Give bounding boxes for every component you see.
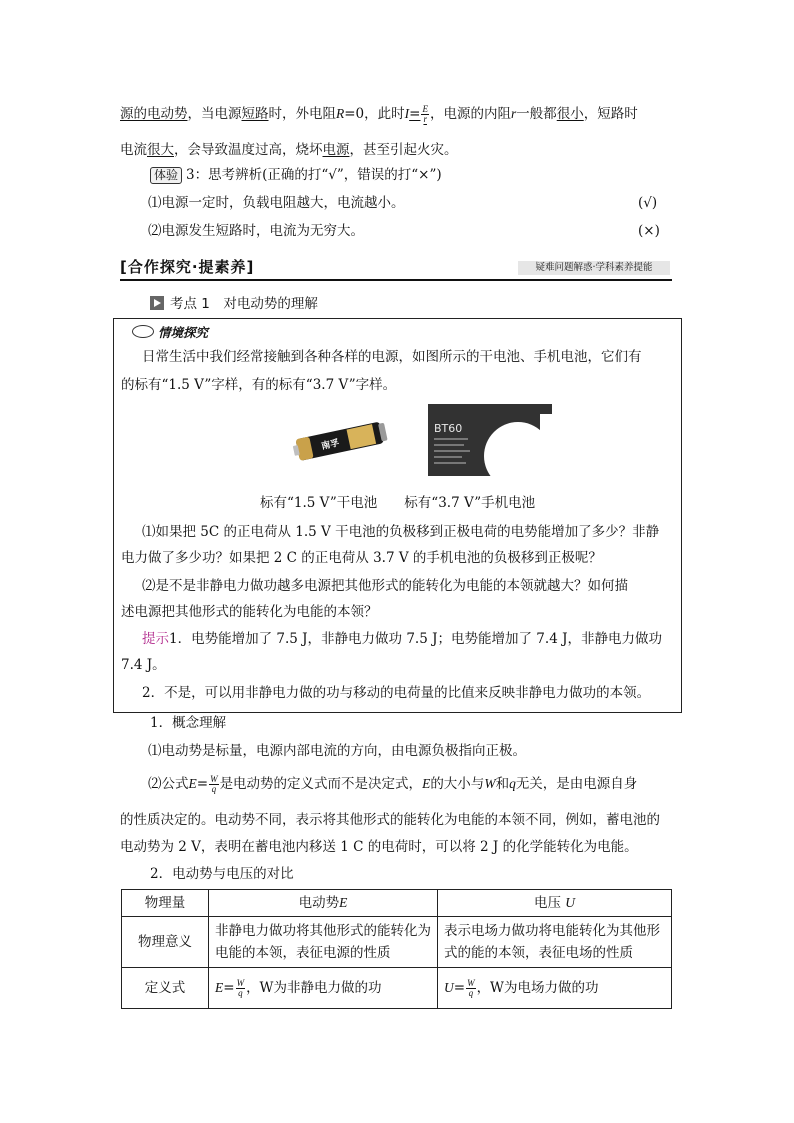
play-icon [150, 296, 164, 310]
underlined-term: 很小 [556, 106, 584, 122]
math-eq: = [453, 980, 466, 996]
fraction [209, 775, 219, 794]
underlined-term: 电源 [322, 142, 350, 158]
math-var: U [565, 895, 576, 910]
section-title: [合作探究·提素养] [120, 258, 255, 276]
fraction-denominator: q [211, 784, 217, 794]
kaodian-text: 考点 1 对电动势的理解 [170, 296, 318, 312]
math-eq: = [196, 776, 209, 792]
math-eq: = [223, 980, 235, 996]
math-var: r [510, 106, 517, 121]
underlined-term: 源的电动势 [120, 106, 188, 122]
hint-line [142, 629, 662, 649]
text: ⑵公式 [148, 776, 189, 792]
table-row [122, 890, 672, 917]
box-line: 2．不是，可以用非静电力做的功与移动的电荷量的比值来反映非静电力做功的本领。 [142, 685, 651, 701]
table-header [209, 890, 438, 917]
math-var: E [422, 776, 431, 791]
text: 电压 [533, 895, 561, 911]
scenario-box [113, 318, 682, 713]
fraction-numerator: W [467, 978, 475, 988]
text: ，W为非静电力做的功 [246, 980, 382, 996]
text: 电动势 [298, 895, 340, 911]
table-cell: 非静电力做功将其他形式的能转化为电能的本领，表征电源的性质 [209, 917, 438, 968]
fraction-denominator: q [238, 988, 243, 998]
table-row [122, 968, 672, 1009]
text: ，W为电场力做的功 [476, 980, 599, 996]
math-eq: = [409, 106, 421, 122]
concept-heading: 1．概念理解 [150, 715, 227, 731]
tiyan-line [150, 165, 442, 185]
paragraph-line [120, 104, 638, 124]
kaodian-heading [150, 292, 318, 312]
box-line: ⑵是不是非静电力做功越多电源把其他形式的能转化为电能的本领就越大？如何描 [142, 578, 628, 594]
box-line: 述电源把其他形式的能转化为电能的本领？ [121, 604, 378, 620]
underlined-term: 很大 [147, 142, 174, 158]
section-subtitle: 疑难问题解惑·学科素养提能 [518, 261, 670, 275]
question-1 [148, 193, 405, 213]
paragraph-line [120, 140, 458, 160]
phone-battery-image [428, 404, 558, 482]
section-rule [120, 279, 672, 281]
underlined-term: 短路 [241, 106, 269, 122]
text: ，会导致温度过高，烧坏 [174, 142, 323, 158]
table-header [438, 890, 672, 917]
fraction-denominator: q [468, 988, 474, 998]
text: ，短路时 [583, 106, 638, 122]
scenario-title: 情境探究 [158, 325, 209, 340]
question-text: ⑵电源发生短路时，电流为无穷大。 [148, 223, 364, 239]
math-var: E [215, 980, 224, 995]
phone-battery-label: BT60 [434, 422, 463, 435]
answer-1: (√) [638, 195, 658, 211]
question-text: ⑴电源一定时，负载电阻越大，电流越小。 [148, 195, 405, 211]
text: ，甚至引起火灾。 [349, 142, 458, 158]
math-var: q [509, 776, 516, 791]
aa-battery-image [289, 414, 394, 469]
concept-heading: 2．电动势与电压的对比 [150, 866, 294, 882]
fraction [421, 105, 429, 124]
math-var: E [188, 776, 197, 791]
hint-label: 提示 [142, 631, 169, 647]
box-line: 的标有“1.5 V”字样，有的标有“3.7 V”字样。 [121, 377, 397, 393]
fraction [466, 979, 476, 998]
text: =0，此时 [344, 106, 405, 122]
box-line: 7.4 J。 [121, 657, 166, 673]
text: ，当电源 [187, 106, 242, 122]
text: 的大小与 [430, 776, 485, 792]
tiyan-tag: 体验 [150, 167, 182, 184]
text: 一般都 [516, 106, 557, 122]
table-cell [438, 968, 672, 1009]
table-cell: 表示电场力做功将电能转化为其他形式的能的本领，表征电场的性质 [438, 917, 672, 968]
answer-2: (×) [638, 223, 660, 239]
fraction-numerator: E [422, 104, 428, 114]
concept-line: 的性质决定的。电动势不同，表示将其他形式的能转化为电能的本领不同，例如，蓄电池的 [120, 812, 660, 828]
question-2 [148, 221, 364, 241]
concept-line: 电动势为 2 V，表明在蓄电池内移送 1 C 的电荷时，可以将 2 J 的化学能转化为电能。 [120, 839, 638, 855]
math-var: U [444, 980, 454, 995]
text: 是电动势的定义式而不是决定式， [219, 776, 423, 792]
fraction-numerator: W [210, 774, 218, 784]
box-line: 日常生活中我们经常接触到各种各样的电源，如图所示的干电池、手机电池，它们有 [142, 349, 642, 365]
table-cell [209, 968, 438, 1009]
text: 时，外电阻 [268, 106, 336, 122]
eye-icon [132, 325, 154, 338]
table-cell: 定义式 [122, 968, 209, 1009]
text: 电流 [120, 142, 147, 158]
box-line: ⑴如果把 5C 的正电荷从 1.5 V 干电池的负极移到正极电荷的电势能增加了多少？非静 [142, 524, 660, 540]
text: 和 [495, 776, 510, 792]
fraction-numerator: W [236, 978, 245, 988]
math-var: I [404, 106, 410, 121]
concept-line [148, 774, 637, 794]
text: ，电源的内阻 [429, 106, 511, 122]
concept-line: ⑴电动势是标量，电源内部电流的方向，由电源负极指向正极。 [148, 743, 526, 759]
box-line: 电力做了多少功？如果把 2 C 的正电荷从 3.7 V 的手机电池的负极移到正极呢？ [121, 550, 602, 566]
figure-caption: 标有“1.5 V”干电池 标有“3.7 V”手机电池 [260, 495, 536, 511]
fraction-denominator: r [423, 114, 427, 124]
battery-brand: 南孚 [320, 438, 341, 453]
math-var: W [484, 776, 496, 791]
comparison-table [121, 889, 672, 1009]
math-var: E [339, 895, 348, 910]
text: 无关，是由电源自身 [515, 776, 638, 792]
table-cell: 物理意义 [122, 917, 209, 968]
table-header: 物理量 [122, 890, 209, 917]
hint-text: 1．电势能增加了 7.5 J，非静电力做功 7.5 J；电势能增加了 7.4 J，非静电力做功 [169, 631, 662, 647]
tiyan-text: 3：思考辨析(正确的打“√”，错误的打“×”) [186, 167, 442, 183]
table-row [122, 917, 672, 968]
math-var: R [336, 106, 345, 121]
fraction [236, 979, 246, 998]
